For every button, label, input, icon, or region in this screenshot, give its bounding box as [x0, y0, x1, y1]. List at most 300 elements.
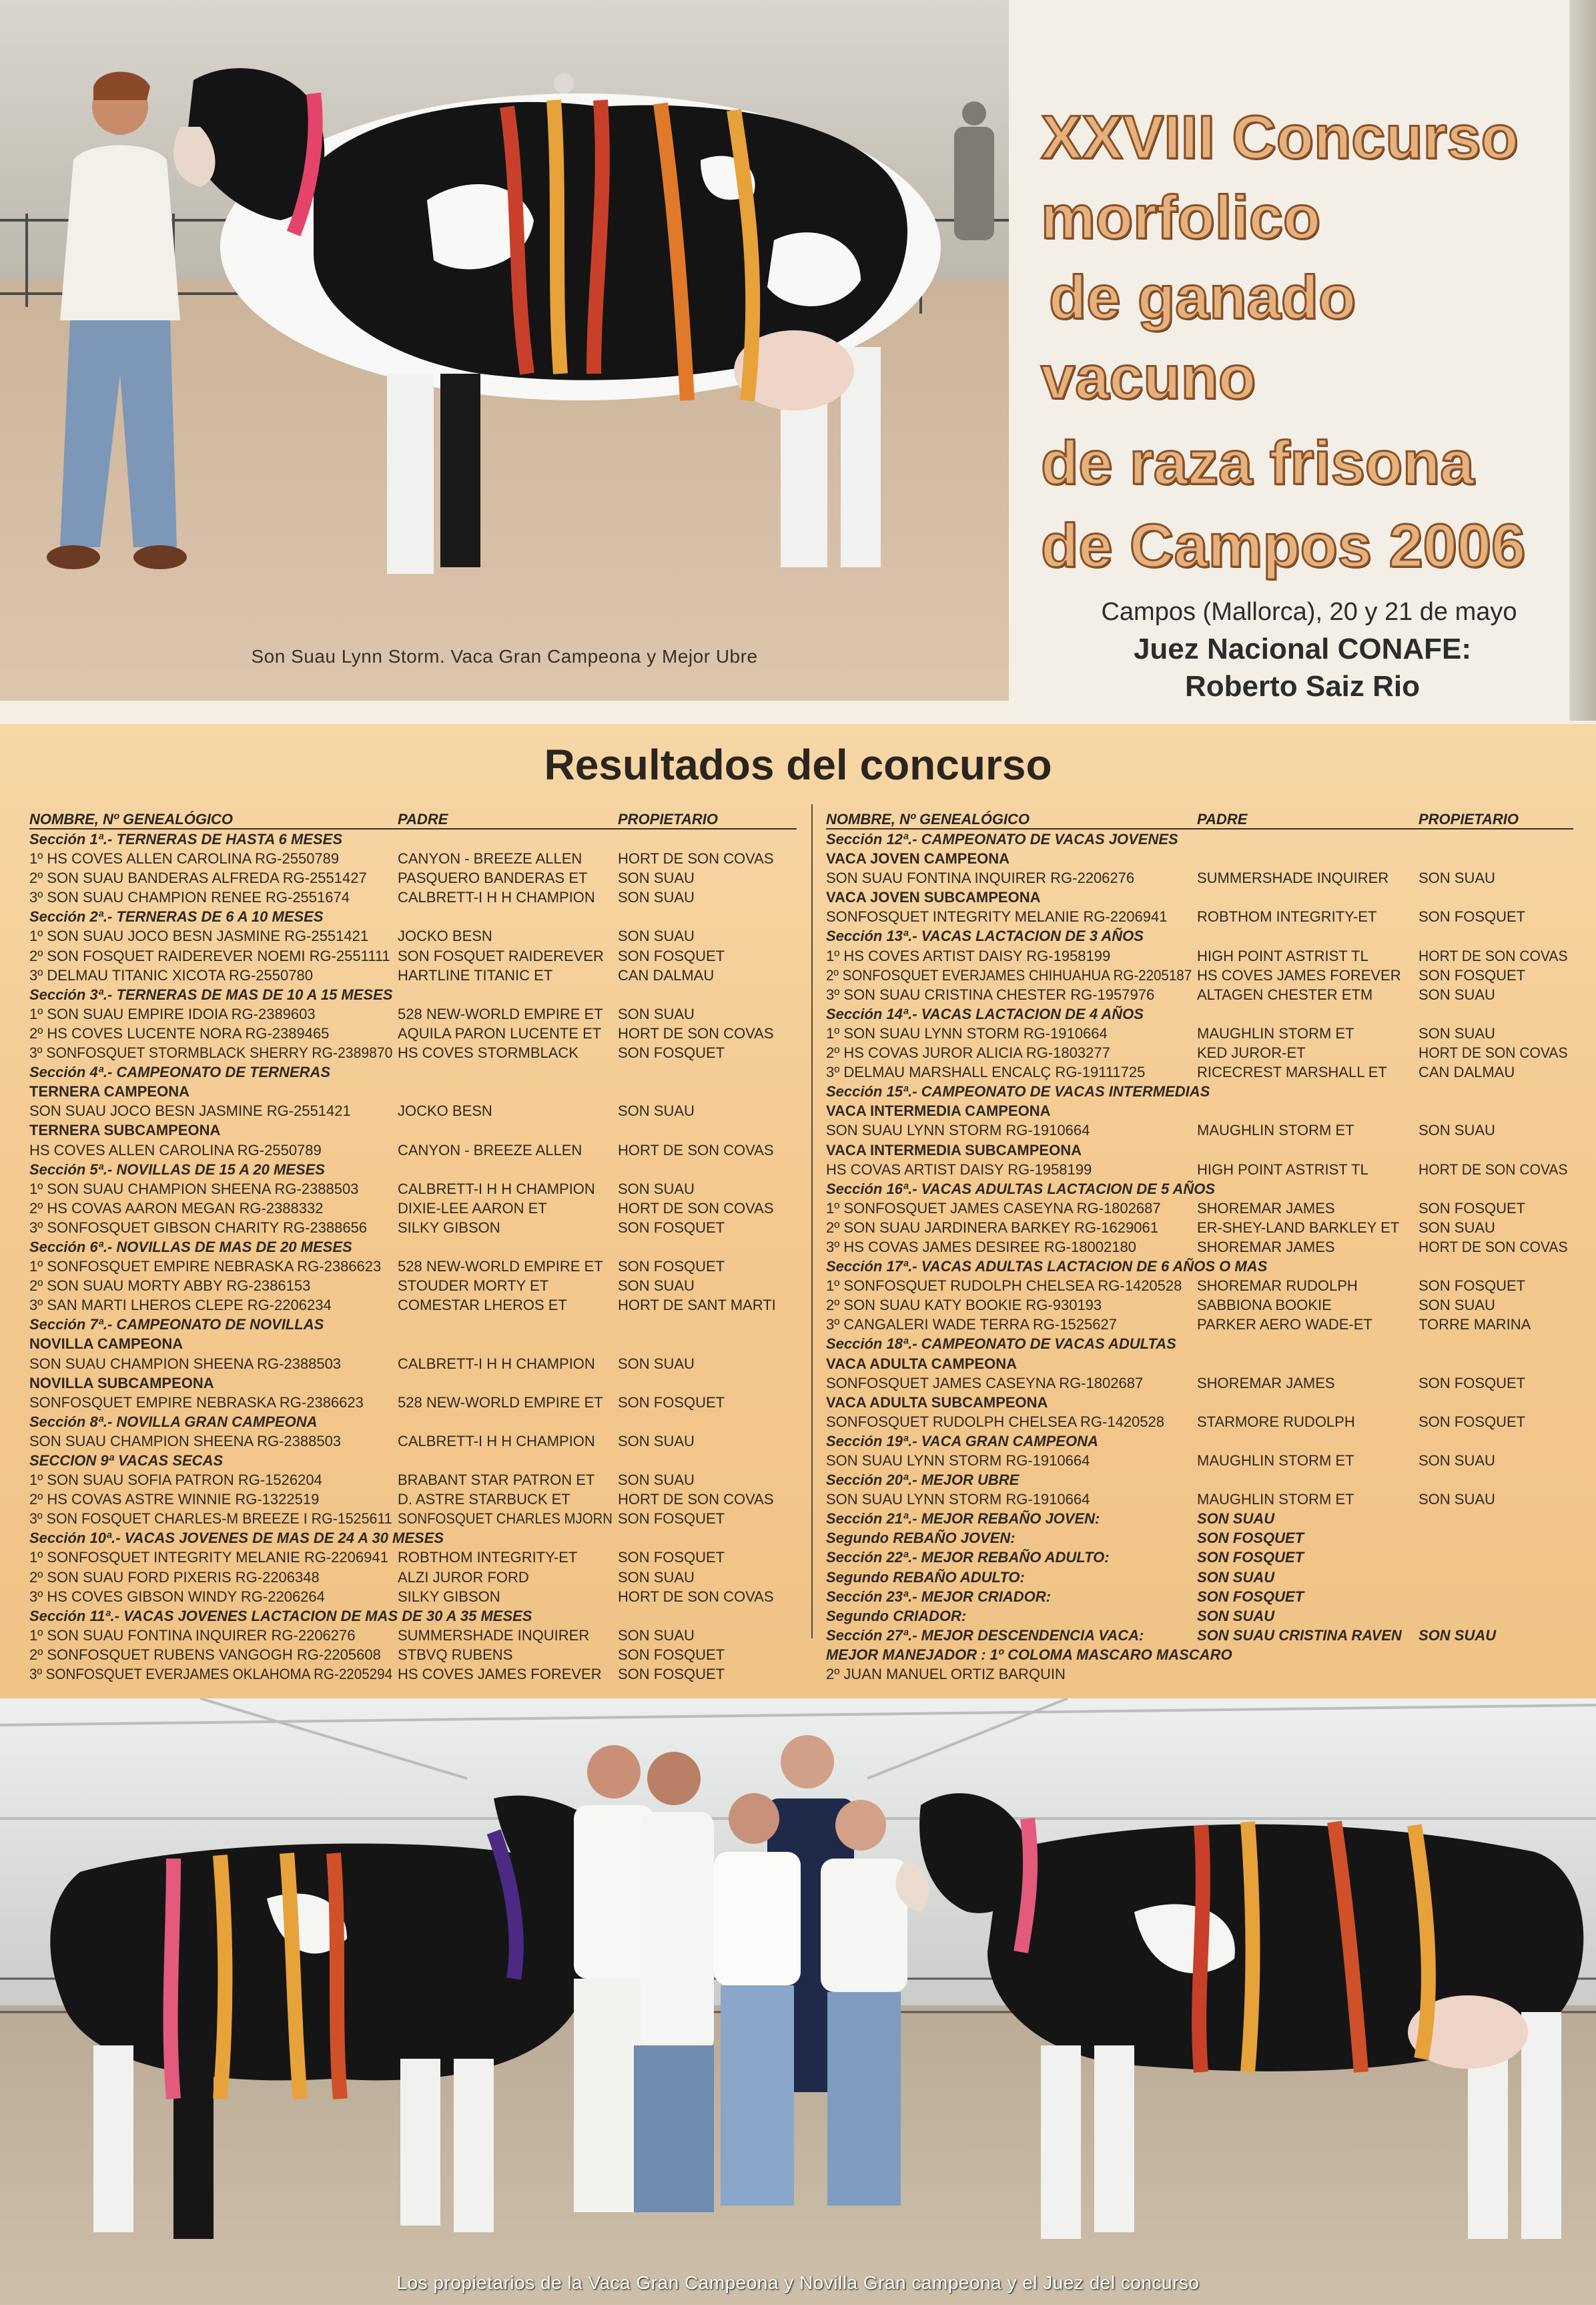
entry-name: 3º DELMAU MARSHALL ENCALÇ RG-19111725	[826, 1064, 1146, 1081]
entry-name: Segundo REBAÑO ADULTO:	[826, 1568, 1025, 1586]
entry-sire: D. ASTRE STARBUCK ET	[398, 1491, 570, 1508]
entry-sire: 528 NEW-WORLD EMPIRE ET	[398, 1258, 603, 1275]
entry-name: SON SUAU LYNN STORM RG-1910664	[826, 1452, 1090, 1469]
entry-name: VACA JOVEN SUBCAMPEONA	[826, 889, 1041, 906]
entry-owner: SON FOSQUET	[618, 1666, 725, 1683]
entry-sire: HS COVES JAMES FOREVER	[1197, 966, 1401, 984]
result-section-heading	[826, 1470, 1573, 1490]
entry-name: SON SUAU CHAMPION SHEENA RG-2388503	[29, 1432, 342, 1449]
entry-owner: HORT DE SON COVAS	[618, 1024, 774, 1042]
entry-owner: SON SUAU	[1419, 1297, 1495, 1314]
entry-name: 2º SON FOSQUET RAIDEREVER NOEMI RG-2551111	[29, 947, 390, 964]
entry-name: HS COVES ALLEN CAROLINA RG-2550789	[29, 1141, 322, 1159]
title-line-1: XXVIII Concurso	[1041, 103, 1519, 172]
entry-sire: 528 NEW-WORLD EMPIRE ET	[398, 1393, 603, 1411]
entry-name: TERNERA CAMPEONA	[29, 1083, 189, 1100]
entry-name: Sección 5ª.- NOVILLAS DE 15 A 20 MESES	[29, 1161, 325, 1178]
top-photo	[0, 0, 1009, 701]
entry-owner: SON SUAU	[618, 1005, 695, 1022]
results-rows	[826, 830, 1573, 1684]
entry-sire: JOCKO BESN	[398, 1102, 492, 1120]
result-row	[29, 1568, 797, 1587]
entry-name: Sección 12ª.- CAMPEONATO DE VACAS JOVENES	[826, 831, 1178, 848]
result-row	[29, 1509, 797, 1528]
result-subheading	[826, 1354, 1573, 1373]
entry-owner: HORT DE SON COVAS	[618, 1588, 774, 1605]
place-date: Campos (Mallorca), 20 y 21 de mayo	[1101, 598, 1517, 626]
entry-sire: PARKER AERO WADE-ET	[1197, 1316, 1372, 1333]
result-row	[29, 1645, 797, 1664]
entry-name: Sección 6ª.- NOVILLAS DE MAS DE 20 MESES	[29, 1238, 352, 1255]
entry-name: 2º SONFOSQUET RUBENS VANGOGH RG-2205608	[29, 1646, 381, 1663]
entry-owner: SON FOSQUET	[1419, 1199, 1526, 1217]
entry-owner: SON SUAU	[618, 1277, 695, 1295]
result-section-heading	[29, 830, 797, 849]
entry-owner: SON FOSQUET	[618, 947, 725, 964]
result-subheading	[29, 1373, 797, 1393]
entry-sire: ALTAGEN CHESTER ETM	[1197, 986, 1373, 1003]
result-section-heading	[826, 1568, 1573, 1587]
entry-name: 1º SON SUAU FONTINA INQUIRER RG-2206276	[29, 1626, 356, 1644]
entry-sire: SUMMERSHADE INQUIRER	[1197, 870, 1389, 887]
entry-owner: SON FOSQUET	[618, 1258, 725, 1275]
result-row	[29, 1004, 797, 1024]
entry-sire: SON FOSQUET	[1197, 1530, 1304, 1547]
entry-owner: SON FOSQUET	[618, 1044, 725, 1062]
result-row	[29, 1354, 797, 1373]
result-section-heading	[826, 1257, 1573, 1276]
entry-owner: SON SUAU	[1419, 1024, 1495, 1042]
result-row	[29, 1393, 797, 1412]
entry-sire: HS COVES STORMBLACK	[398, 1044, 578, 1062]
entry-name: 2º JUAN MANUEL ORTIZ BARQUIN	[826, 1666, 1066, 1683]
entry-sire: COMESTAR LHEROS ET	[398, 1297, 567, 1314]
result-section-heading	[826, 926, 1573, 946]
entry-sire: DIXIE-LEE AARON ET	[398, 1199, 547, 1217]
entry-sire: SONFOSQUET CHARLES MJORN	[398, 1510, 613, 1528]
result-row	[29, 868, 797, 888]
entry-name: 2º SONFOSQUET EVERJAMES CHIHUAHUA RG-2205187	[826, 966, 1192, 984]
title-block	[1009, 0, 1596, 721]
entry-name: 3º SAN MARTI LHEROS CLEPE RG-2206234	[29, 1297, 332, 1314]
entry-name: NOVILLA CAMPEONA	[29, 1335, 183, 1353]
result-subheading	[29, 1120, 797, 1140]
entry-name: SECCION 9ª VACAS SECAS	[29, 1452, 224, 1469]
result-row	[29, 1626, 797, 1645]
entry-sire: ER-SHEY-LAND BARKLEY ET	[1197, 1219, 1400, 1236]
entry-name: Sección 22ª.- MEJOR REBAÑO ADULTO:	[826, 1549, 1110, 1566]
result-section-heading	[826, 1082, 1573, 1101]
entry-owner: HORT DE SON COVAS	[618, 1199, 774, 1217]
entry-owner: HORT DE SON COVAS	[618, 1141, 774, 1159]
entry-name: 1º SONFOSQUET RUDOLPH CHELSEA RG-1420528	[826, 1277, 1182, 1295]
entry-name: HS COVAS ARTIST DAISY RG-1958199	[826, 1161, 1092, 1178]
entry-owner: HORT DE SON COVAS	[1419, 1044, 1568, 1062]
entry-name: 1º SON SUAU JOCO BESN JASMINE RG-2551421	[29, 928, 369, 945]
entry-owner: HORT DE SON COVAS	[1419, 947, 1568, 964]
entry-owner: SON FOSQUET	[618, 1549, 725, 1566]
entry-owner: SON FOSQUET	[1419, 908, 1526, 926]
entry-name: SON SUAU CHAMPION SHEENA RG-2388503	[29, 1355, 342, 1372]
entry-sire: SILKY GIBSON	[398, 1588, 500, 1605]
entry-owner: CAN DALMAU	[1419, 1064, 1515, 1081]
entry-owner: SON SUAU	[1419, 986, 1495, 1003]
result-row	[826, 907, 1573, 926]
entry-name: 2º SON SUAU FORD PIXERIS RG-2206348	[29, 1568, 320, 1586]
result-section-heading	[826, 1626, 1573, 1645]
entry-owner: SON SUAU	[618, 1432, 695, 1449]
entry-name: 2º SON SUAU JARDINERA BARKEY RG-1629061	[826, 1219, 1158, 1236]
result-section-heading	[29, 1160, 797, 1179]
results-title: Resultados del concurso	[544, 741, 1052, 789]
entry-sire: MAUGHLIN STORM ET	[1197, 1491, 1354, 1508]
judge-label: Juez Nacional CONAFE:	[1133, 633, 1472, 665]
result-section-heading	[826, 1179, 1573, 1199]
entry-name: 3º HS COVAS JAMES DESIREE RG-18002180	[826, 1238, 1136, 1255]
result-row	[29, 1295, 797, 1315]
result-row	[29, 1257, 797, 1276]
entry-name: 3º SON SUAU CRISTINA CHESTER RG-1957976	[826, 986, 1155, 1003]
column-divider	[811, 804, 813, 1638]
entry-owner: SON SUAU	[618, 1180, 695, 1197]
entry-sire: CALBRETT-I H H CHAMPION	[398, 889, 595, 906]
entry-name: SON SUAU JOCO BESN JASMINE RG-2551421	[29, 1102, 351, 1120]
result-row	[826, 1062, 1573, 1082]
entry-sire: SHOREMAR RUDOLPH	[1197, 1277, 1358, 1295]
result-subheading	[826, 888, 1573, 907]
entry-name: 3º SONFOSQUET STORMBLACK SHERRY RG-2389870	[29, 1044, 393, 1062]
entry-sire: SABBIONA BOOKIE	[1197, 1297, 1332, 1314]
entry-sire: SON FOSQUET	[1197, 1588, 1304, 1605]
entry-owner: SON SUAU	[1419, 1491, 1495, 1508]
result-section-heading	[826, 1587, 1573, 1606]
title-line-3: de ganado	[1049, 264, 1356, 332]
entry-sire: STARMORE RUDOLPH	[1197, 1413, 1355, 1430]
entry-name: Sección 13ª.- VACAS LACTACION DE 3 AÑOS	[826, 928, 1144, 945]
result-row	[29, 1470, 797, 1490]
entry-name: VACA ADULTA SUBCAMPEONA	[826, 1393, 1048, 1411]
result-row	[826, 946, 1573, 966]
entry-sire: STBVQ RUBENS	[398, 1646, 513, 1663]
header-name: NOMBRE, Nº GENEALÓGICO	[826, 811, 1030, 828]
result-row	[826, 1160, 1573, 1179]
entry-sire: SHOREMAR JAMES	[1197, 1238, 1335, 1255]
entry-name: SON SUAU LYNN STORM RG-1910664	[826, 1122, 1090, 1139]
judge-name: Roberto Saiz Rio	[1184, 670, 1421, 703]
result-row	[826, 1120, 1573, 1140]
entry-name: Sección 23ª.- MEJOR CRIADOR:	[826, 1588, 1051, 1605]
entry-owner: SON SUAU	[1419, 1219, 1495, 1236]
result-row	[29, 1043, 797, 1062]
header-sire: PADRE	[1197, 811, 1248, 828]
result-row	[29, 1431, 797, 1451]
entry-name: Sección 7ª.- CAMPEONATO DE NOVILLAS	[29, 1316, 324, 1333]
title-line-4: vacuno	[1041, 344, 1256, 412]
entry-sire: HARTLINE TITANIC ET	[398, 966, 553, 984]
entry-name: Segundo CRIADOR:	[826, 1607, 967, 1624]
result-row	[29, 1664, 797, 1684]
entry-sire: RICECREST MARSHALL ET	[1197, 1064, 1387, 1081]
entry-name: 3º SONFOSQUET EVERJAMES OKLAHOMA RG-2205294	[29, 1666, 393, 1683]
entry-sire: SON FOSQUET	[1197, 1549, 1304, 1566]
entry-owner: SON SUAU	[1419, 1122, 1495, 1139]
result-row	[29, 849, 797, 868]
entry-sire: MAUGHLIN STORM ET	[1197, 1024, 1354, 1042]
entry-sire: CALBRETT-I H H CHAMPION	[398, 1355, 595, 1372]
entry-name: Sección 19ª.- VACA GRAN CAMPEONA	[826, 1432, 1098, 1449]
entry-sire: SON SUAU	[1197, 1607, 1275, 1624]
entry-name: VACA INTERMEDIA CAMPEONA	[826, 1102, 1051, 1120]
entry-sire: 528 NEW-WORLD EMPIRE ET	[398, 1005, 603, 1022]
entry-owner: SON FOSQUET	[1419, 1277, 1526, 1295]
entry-name: 1º HS COVES ARTIST DAISY RG-1958199	[826, 947, 1111, 964]
results-panel	[0, 724, 1596, 1698]
result-subheading	[29, 1082, 797, 1101]
entry-owner: SON FOSQUET	[1419, 1413, 1526, 1430]
result-row	[826, 1315, 1573, 1334]
entry-name: 2º SON SUAU MORTY ABBY RG-2386153	[29, 1277, 311, 1295]
entry-owner: SON SUAU	[618, 889, 695, 906]
entry-owner: SON SUAU	[618, 1102, 695, 1120]
result-row	[29, 926, 797, 946]
entry-name: 1º SONFOSQUET EMPIRE NEBRASKA RG-2386623	[29, 1258, 382, 1275]
entry-name: 1º SONFOSQUET JAMES CASEYNA RG-1802687	[826, 1199, 1161, 1217]
entry-owner: HORT DE SANT MARTI	[618, 1297, 776, 1314]
entry-owner: HORT DE SON COVAS	[618, 1491, 774, 1508]
entry-name: Sección 4ª.- CAMPEONATO DE TERNERAS	[29, 1064, 331, 1081]
result-row	[826, 1276, 1573, 1295]
entry-sire: ROBTHOM INTEGRITY-ET	[1197, 908, 1377, 926]
result-section-heading	[29, 1237, 797, 1257]
entry-name: 3º SON SUAU CHAMPION RENEE RG-2551674	[29, 889, 350, 906]
entry-name: 2º SON SUAU KATY BOOKIE RG-930193	[826, 1297, 1102, 1314]
entry-name: SONFOSQUET JAMES CASEYNA RG-1802687	[826, 1374, 1144, 1391]
result-section-heading	[29, 1062, 797, 1082]
result-row	[826, 1295, 1573, 1315]
entry-owner: SON SUAU	[618, 1471, 695, 1489]
entry-sire: CANYON - BREEZE ALLEN	[398, 850, 582, 868]
entry-sire: CALBRETT-I H H CHAMPION	[398, 1432, 595, 1449]
entry-name: SONFOSQUET RUDOLPH CHELSEA RG-1420528	[826, 1413, 1164, 1430]
entry-name: Sección 17ª.- VACAS ADULTAS LACTACION DE 6 AÑOS O MAS	[826, 1258, 1268, 1275]
result-row	[826, 985, 1573, 1004]
entry-owner: HORT DE SON COVAS	[1419, 1238, 1568, 1255]
result-row	[29, 888, 797, 907]
entry-name: Sección 14ª.- VACAS LACTACION DE 4 AÑOS	[826, 1005, 1144, 1022]
entry-name: Sección 16ª.- VACAS ADULTAS LACTACION DE 5 AÑOS	[826, 1180, 1216, 1197]
result-row	[29, 1101, 797, 1120]
entry-name: Sección 15ª.- CAMPEONATO DE VACAS INTERMEDIAS	[826, 1083, 1210, 1100]
entry-sire: SON FOSQUET RAIDEREVER	[398, 947, 604, 964]
header-owner: PROPIETARIO	[618, 811, 718, 828]
entry-sire: BRABANT STAR PATRON ET	[398, 1471, 595, 1489]
entry-name: 2º HS COVAS JUROR ALICIA RG-1803277	[826, 1044, 1110, 1062]
entry-name: 2º HS COVAS ASTRE WINNIE RG-1322519	[29, 1491, 320, 1508]
result-row	[29, 1024, 797, 1043]
people-group	[574, 1735, 907, 2212]
result-subheading	[826, 1393, 1573, 1412]
entry-owner: SON SUAU	[618, 1355, 695, 1372]
entry-owner: SON FOSQUET	[1419, 966, 1526, 984]
entry-name: 2º HS COVES LUCENTE NORA RG-2389465	[29, 1024, 330, 1042]
entry-sire: ROBTHOM INTEGRITY-ET	[398, 1549, 578, 1566]
result-section-heading	[29, 1528, 797, 1548]
entry-name: 1º HS COVES ALLEN CAROLINA RG-2550789	[29, 850, 340, 868]
result-row	[826, 1043, 1573, 1062]
entry-sire: HIGH POINT ASTRIST TL	[1197, 947, 1368, 964]
entry-sire: PASQUERO BANDERAS ET	[398, 870, 588, 887]
entry-owner: SON SUAU	[618, 1626, 695, 1644]
entry-name: VACA JOVEN CAMPEONA	[826, 850, 1010, 868]
result-row	[29, 1179, 797, 1199]
entry-name: Sección 20ª.- MEJOR UBRE	[826, 1471, 1020, 1489]
entry-sire: SON SUAU CRISTINA RAVEN	[1197, 1626, 1402, 1644]
title-line-5: de raza frisona	[1041, 429, 1475, 497]
result-row	[29, 1587, 797, 1606]
entry-sire: STOUDER MORTY ET	[398, 1277, 549, 1295]
results-column-right	[826, 809, 1573, 1684]
entry-name: Sección 8ª.- NOVILLA GRAN CAMPEONA	[29, 1413, 318, 1430]
result-section-heading	[29, 907, 797, 926]
result-section-heading	[826, 1004, 1573, 1024]
entry-name: Sección 3ª.- TERNERAS DE MAS DE 10 A 15 MESES	[29, 986, 393, 1003]
entry-owner: CAN DALMAU	[618, 966, 715, 984]
header-name: NOMBRE, Nº GENEALÓGICO	[29, 811, 234, 828]
result-section-heading	[826, 1334, 1573, 1353]
entry-name: Sección 10ª.- VACAS JOVENES DE MAS DE 24 A 30 MESES	[29, 1530, 444, 1547]
entry-sire: SON SUAU	[1197, 1510, 1275, 1528]
result-section-heading	[826, 1509, 1573, 1528]
entry-owner: SON FOSQUET	[618, 1393, 725, 1411]
result-row	[826, 1373, 1573, 1393]
entry-name: 3º SON FOSQUET CHARLES-M BREEZE I RG-1525611	[29, 1510, 392, 1528]
entry-owner: SON FOSQUET	[618, 1510, 725, 1528]
result-section-heading	[826, 1528, 1573, 1548]
entry-sire: SHOREMAR JAMES	[1197, 1374, 1335, 1391]
result-subheading	[826, 1140, 1573, 1160]
result-section-heading	[826, 1606, 1573, 1626]
result-row	[826, 1199, 1573, 1218]
entry-name: NOVILLA SUBCAMPEONA	[29, 1374, 214, 1391]
result-row	[826, 1412, 1573, 1431]
entry-name: 3º DELMAU TITANIC XICOTA RG-2550780	[29, 966, 313, 984]
result-row	[826, 1237, 1573, 1257]
entry-owner: SON SUAU	[618, 1568, 695, 1586]
entry-owner: SON SUAU	[1419, 1626, 1497, 1644]
champion-cow-photo	[0, 0, 1009, 701]
result-section-heading	[826, 1645, 1573, 1664]
result-row	[29, 1218, 797, 1237]
bottom-photo-caption: Los propietarios de la Vaca Gran Campeona y Novilla Gran campeona y el Juez del concurso	[396, 2272, 1200, 2293]
result-row	[29, 1140, 797, 1160]
entry-sire: SUMMERSHADE INQUIRER	[398, 1626, 590, 1644]
entry-owner: SON FOSQUET	[618, 1219, 725, 1236]
entry-owner: SON FOSQUET	[1419, 1374, 1526, 1391]
entry-name: SONFOSQUET EMPIRE NEBRASKA RG-2386623	[29, 1393, 364, 1411]
top-photo-caption: Son Suau Lynn Storm. Vaca Gran Campeona y Mejor Ubre	[251, 646, 758, 667]
entry-name: VACA ADULTA CAMPEONA	[826, 1355, 1017, 1372]
result-row	[826, 1664, 1573, 1684]
entry-name: 3º SONFOSQUET GIBSON CHARITY RG-2388656	[29, 1219, 368, 1236]
entry-name: Sección 11ª.- VACAS JOVENES LACTACION DE MAS DE 30 A 35 MESES	[29, 1607, 532, 1624]
entry-name: MEJOR MANEJADOR : 1º COLOMA MASCARO MASCARO	[826, 1646, 1232, 1663]
entry-sire: HS COVES JAMES FOREVER	[398, 1666, 602, 1683]
entry-sire: ALZI JUROR FORD	[398, 1568, 529, 1586]
title-line-2: morfolico	[1041, 184, 1321, 252]
entry-name: Sección 21ª.- MEJOR REBAÑO JOVEN:	[826, 1510, 1100, 1528]
result-section-heading	[826, 830, 1573, 849]
entry-name: SON SUAU FONTINA INQUIRER RG-2206276	[826, 870, 1135, 887]
result-section-heading	[29, 1315, 797, 1334]
bottom-photo	[0, 1698, 1596, 2305]
entry-sire: CALBRETT-I H H CHAMPION	[398, 1180, 595, 1197]
entry-name: 1º SON SUAU SOFIA PATRON RG-1526204	[29, 1471, 322, 1489]
entry-owner: SON SUAU	[1419, 870, 1495, 887]
result-section-heading	[29, 1451, 797, 1470]
result-row	[29, 966, 797, 985]
entry-name: 2º SON SUAU BANDERAS ALFREDA RG-2551427	[29, 870, 367, 887]
entry-owner: SON SUAU	[618, 928, 695, 945]
entry-name: 1º SON SUAU LYNN STORM RG-1910664	[826, 1024, 1108, 1042]
entry-sire: HIGH POINT ASTRIST TL	[1197, 1161, 1368, 1178]
entry-sire: JOCKO BESN	[398, 928, 492, 945]
result-row	[29, 1490, 797, 1509]
result-row	[29, 946, 797, 966]
title-line-6: de Campos 2006	[1041, 512, 1526, 580]
entry-sire: KED JUROR-ET	[1197, 1044, 1306, 1062]
header-sire: PADRE	[398, 811, 448, 828]
entry-name: 1º SON SUAU CHAMPION SHEENA RG-2388503	[29, 1180, 359, 1197]
entry-name: Segundo REBAÑO JOVEN:	[826, 1530, 1016, 1547]
entry-name: Sección 2ª.- TERNERAS DE 6 A 10 MESES	[29, 908, 324, 926]
result-subheading	[826, 849, 1573, 868]
column-header	[826, 809, 1573, 830]
entry-name: TERNERA SUBCAMPEONA	[29, 1122, 221, 1139]
result-section-heading	[826, 1431, 1573, 1451]
result-row	[826, 966, 1573, 985]
entry-sire: MAUGHLIN STORM ET	[1197, 1452, 1354, 1469]
owners-group-photo	[0, 1698, 1596, 2305]
entry-owner: SON FOSQUET	[618, 1646, 725, 1663]
entry-sire: CANYON - BREEZE ALLEN	[398, 1141, 582, 1159]
entry-sire: SILKY GIBSON	[398, 1219, 500, 1236]
entry-name: 3º CANGALERI WADE TERRA RG-1525627	[826, 1316, 1117, 1333]
header-owner: PROPIETARIO	[1419, 811, 1519, 828]
entry-sire: AQUILA PARON LUCENTE ET	[398, 1024, 602, 1042]
result-row	[826, 1490, 1573, 1509]
entry-name: 2º HS COVAS AARON MEGAN RG-2388332	[29, 1199, 324, 1217]
result-row	[826, 868, 1573, 888]
result-row	[29, 1199, 797, 1218]
results-rows	[29, 830, 797, 1684]
result-row	[29, 1548, 797, 1567]
entry-name: Sección 27ª.- MEJOR DESCENDENCIA VACA:	[826, 1626, 1144, 1644]
entry-name: SONFOSQUET INTEGRITY MELANIE RG-2206941	[826, 908, 1168, 926]
entry-owner: TORRE MARINA	[1419, 1316, 1531, 1333]
entry-owner: SON SUAU	[618, 870, 695, 887]
column-header	[29, 809, 797, 830]
result-row	[826, 1451, 1573, 1470]
result-section-heading	[29, 985, 797, 1004]
entry-name: 3º HS COVES GIBSON WINDY RG-2206264	[29, 1588, 325, 1605]
result-row	[826, 1218, 1573, 1237]
entry-name: Sección 1ª.- TERNERAS DE HASTA 6 MESES	[29, 831, 343, 848]
entry-name: 1º SONFOSQUET INTEGRITY MELANIE RG-2206941	[29, 1549, 388, 1566]
entry-owner: HORT DE SON COVAS	[618, 850, 774, 868]
entry-sire: SHOREMAR JAMES	[1197, 1199, 1335, 1217]
entry-sire: SON SUAU	[1197, 1568, 1275, 1586]
result-row	[29, 1276, 797, 1295]
